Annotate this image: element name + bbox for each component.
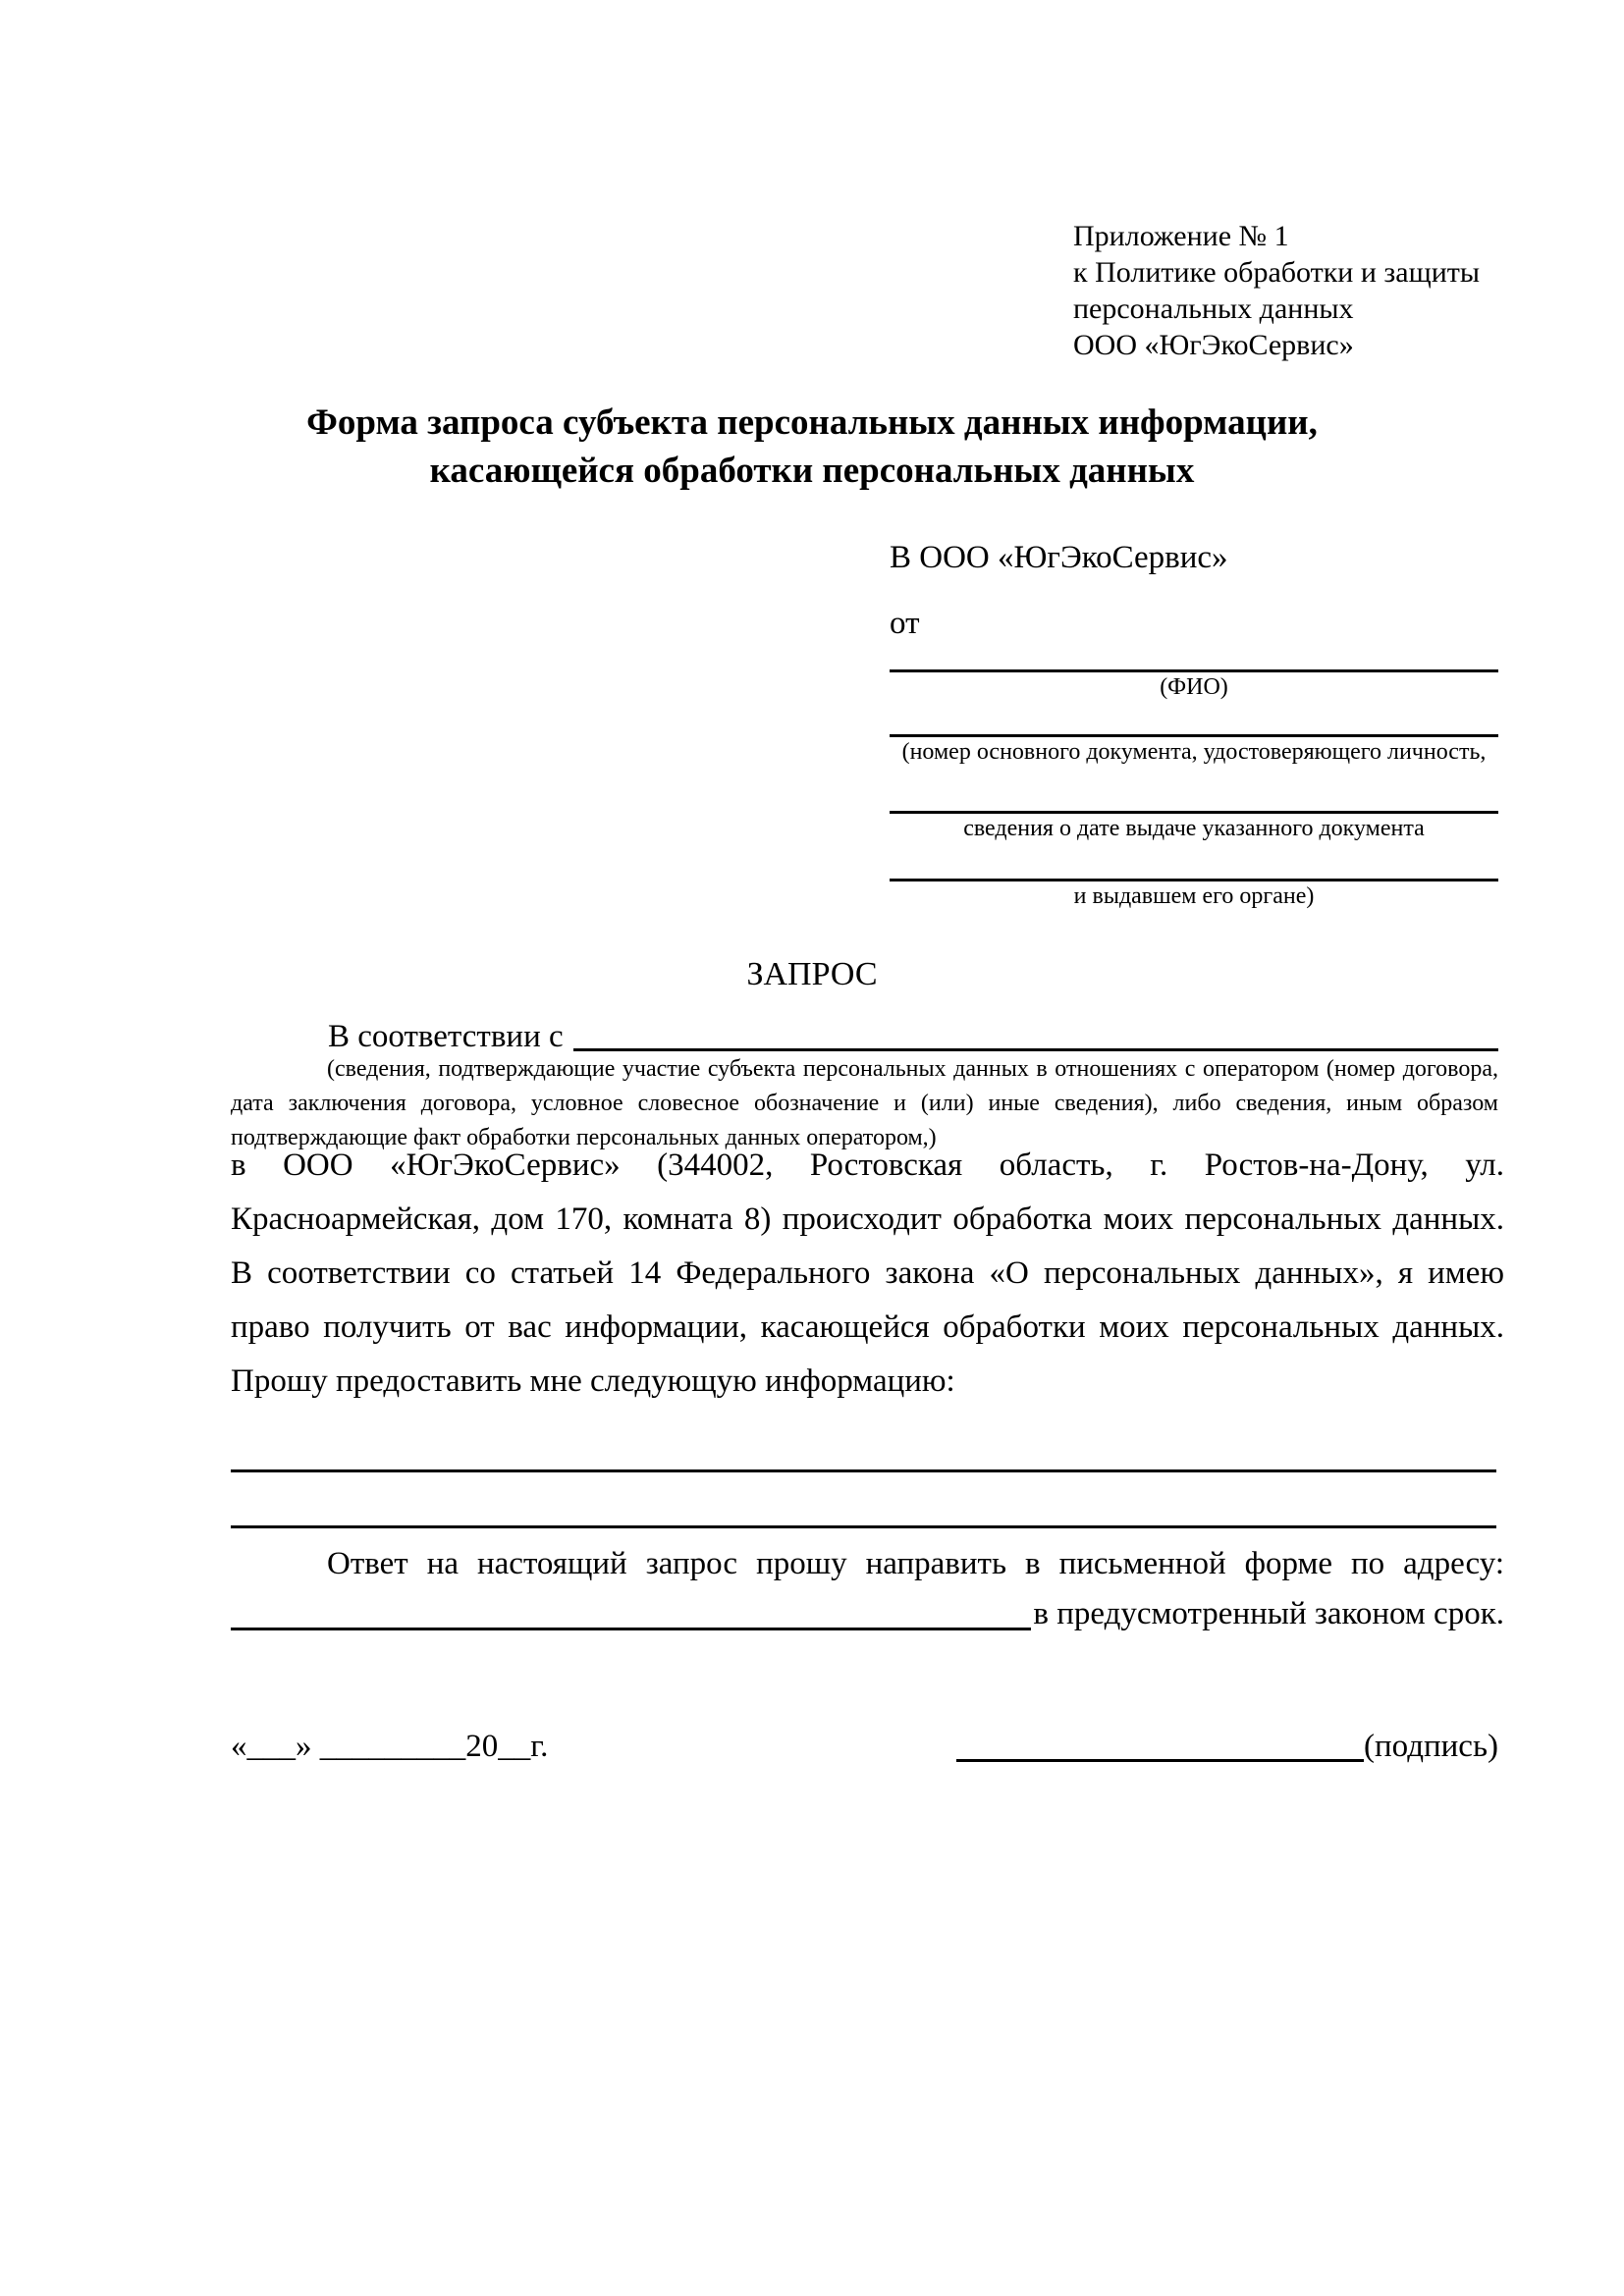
signature-blank-line	[956, 1759, 1364, 1762]
title-line: касающейся обработки персональных данных	[429, 451, 1195, 491]
lead-in-text: В соответствии с	[328, 1019, 564, 1054]
title-line: Форма запроса субъекта персональных данных информации,	[306, 402, 1318, 443]
fio-write-line	[890, 643, 1498, 672]
issue-date-caption: сведения о дате выдаче указанного документа	[963, 816, 1425, 841]
reply-request-text: Ответ на настоящий запрос прошу направить в письменной форме по адресу:	[327, 1546, 1504, 1581]
lead-in-blank-line	[573, 1048, 1498, 1051]
date-template: «___» _________20__г.	[231, 1729, 549, 1764]
addressee-organization: В ООО «ЮгЭкоСервис»	[890, 540, 1228, 575]
reply-tail-text: в предусмотренный законом срок.	[1033, 1596, 1504, 1631]
addressee-block	[890, 538, 1498, 911]
info-blank-line-1	[231, 1418, 1496, 1472]
signoff-row	[231, 1725, 1498, 1768]
address-row	[231, 1592, 1504, 1635]
document-number-write-line	[890, 702, 1498, 737]
addressee-from-label: от	[890, 606, 920, 641]
document-title	[118, 399, 1506, 495]
fio-caption: (ФИО)	[1160, 674, 1228, 700]
request-body: в ООО «ЮгЭкоСервис» (344002, Ростовская область, г. Ростов-на-Дону, ул. Красноармейская, дом 170, комната 8) происходит обработка моих персональных данных. В соответствии со статьей 14 Федерального закона «О персональных данных», я имею право получить от вас информации, касающейся обработки моих персональных данных. Прошу предоставить мне следующую информацию:	[231, 1148, 1504, 1399]
lead-in-row	[231, 1017, 1498, 1056]
annex-line: к Политике обработки и защиты	[1073, 256, 1481, 289]
address-blank-line	[231, 1628, 1031, 1630]
request-heading: ЗАПРОС	[746, 956, 878, 992]
document-number-caption: (номер основного документа, удостоверяющего личность,	[901, 739, 1487, 765]
signature-group	[956, 1725, 1498, 1768]
annex-line: персональных данных	[1073, 293, 1354, 325]
lead-in-note: (сведения, подтверждающие участие субъекта персональных данных в отношениях с оператором (номер договора, дата заключения договора, условное словесное обозначение и (или) иные сведения), либо сведения, иным образом подтверждающие факт обработки персональных данных оператором,)	[231, 1056, 1498, 1150]
annex-line: Приложение № 1	[1073, 220, 1289, 252]
info-blank-line-2	[231, 1474, 1496, 1528]
annex-header	[1073, 218, 1480, 363]
annex-line: ООО «ЮгЭкоСервис»	[1073, 329, 1354, 361]
issuing-authority-caption: и выдавшем его органе)	[1073, 883, 1315, 909]
issue-date-write-line	[890, 767, 1498, 814]
issuing-authority-write-line	[890, 843, 1498, 881]
signature-caption: (подпись)	[1364, 1729, 1498, 1764]
